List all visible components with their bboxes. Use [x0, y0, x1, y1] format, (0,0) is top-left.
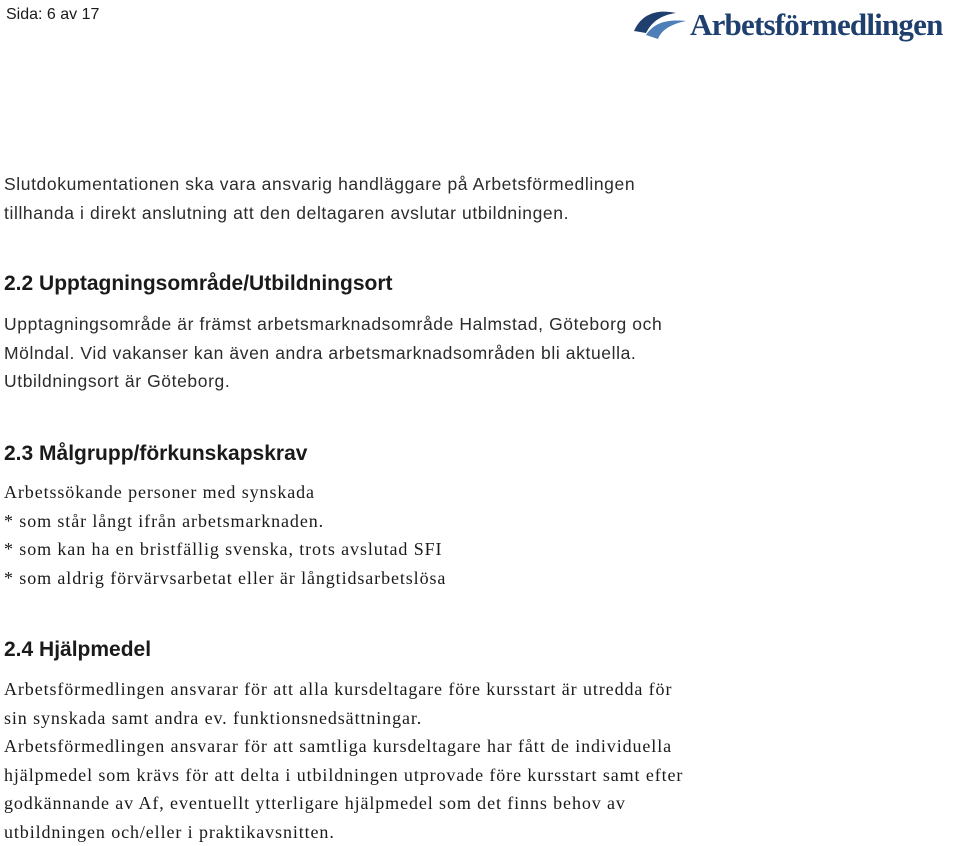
section-2-2-paragraph: [4, 310, 954, 396]
section-2-3-list: [4, 478, 954, 592]
paragraph-line: Utbildningsort är Göteborg.: [4, 367, 954, 396]
list-item: Arbetssökande personer med synskada: [4, 478, 954, 507]
paragraph-line: sin synskada samt andra ev. funktionsnedsättningar.: [4, 704, 954, 733]
list-item: * som kan ha en bristfällig svenska, trots avslutad SFI: [4, 535, 954, 564]
list-item: * som står långt ifrån arbetsmarknaden.: [4, 507, 954, 536]
arbetsformedlingen-logo: [632, 4, 958, 44]
intro-paragraph: [4, 170, 954, 227]
paragraph-line: godkännande av Af, eventuellt ytterligare hjälpmedel som det finns behov av: [4, 789, 954, 818]
paragraph-line: Arbetsförmedlingen ansvarar för att samtliga kursdeltagare har fått de individuella: [4, 732, 954, 761]
page-number: Sida: 6 av 17: [6, 6, 99, 24]
intro-line: Slutdokumentationen ska vara ansvarig handläggare på Arbetsförmedlingen: [4, 170, 954, 199]
section-heading-2-2: 2.2 Upptagningsområde/Utbildningsort: [4, 272, 393, 296]
section-heading-2-3: 2.3 Målgrupp/förkunskapskrav: [4, 442, 307, 466]
section-heading-2-4: 2.4 Hjälpmedel: [4, 638, 151, 662]
paragraph-line: utbildningen och/eller i praktikavsnitten.: [4, 818, 954, 846]
paragraph-line: Arbetsförmedlingen ansvarar för att alla kursdeltagare före kursstart är utredda för: [4, 675, 954, 704]
list-item: * som aldrig förvärvsarbetat eller är långtidsarbetslösa: [4, 564, 954, 593]
logo-mark-icon: [632, 7, 688, 41]
paragraph-line: hjälpmedel som krävs för att delta i utbildningen utprovade före kursstart samt efter: [4, 761, 954, 790]
intro-line: tillhanda i direkt anslutning att den deltagaren avslutar utbildningen.: [4, 199, 954, 228]
section-2-4-paragraph: [4, 675, 954, 846]
paragraph-line: Upptagningsområde är främst arbetsmarknadsområde Halmstad, Göteborg och: [4, 310, 954, 339]
paragraph-line: Mölndal. Vid vakanser kan även andra arbetsmarknadsområden bli aktuella.: [4, 339, 954, 368]
logo-text: Arbetsförmedlingen: [690, 9, 943, 40]
